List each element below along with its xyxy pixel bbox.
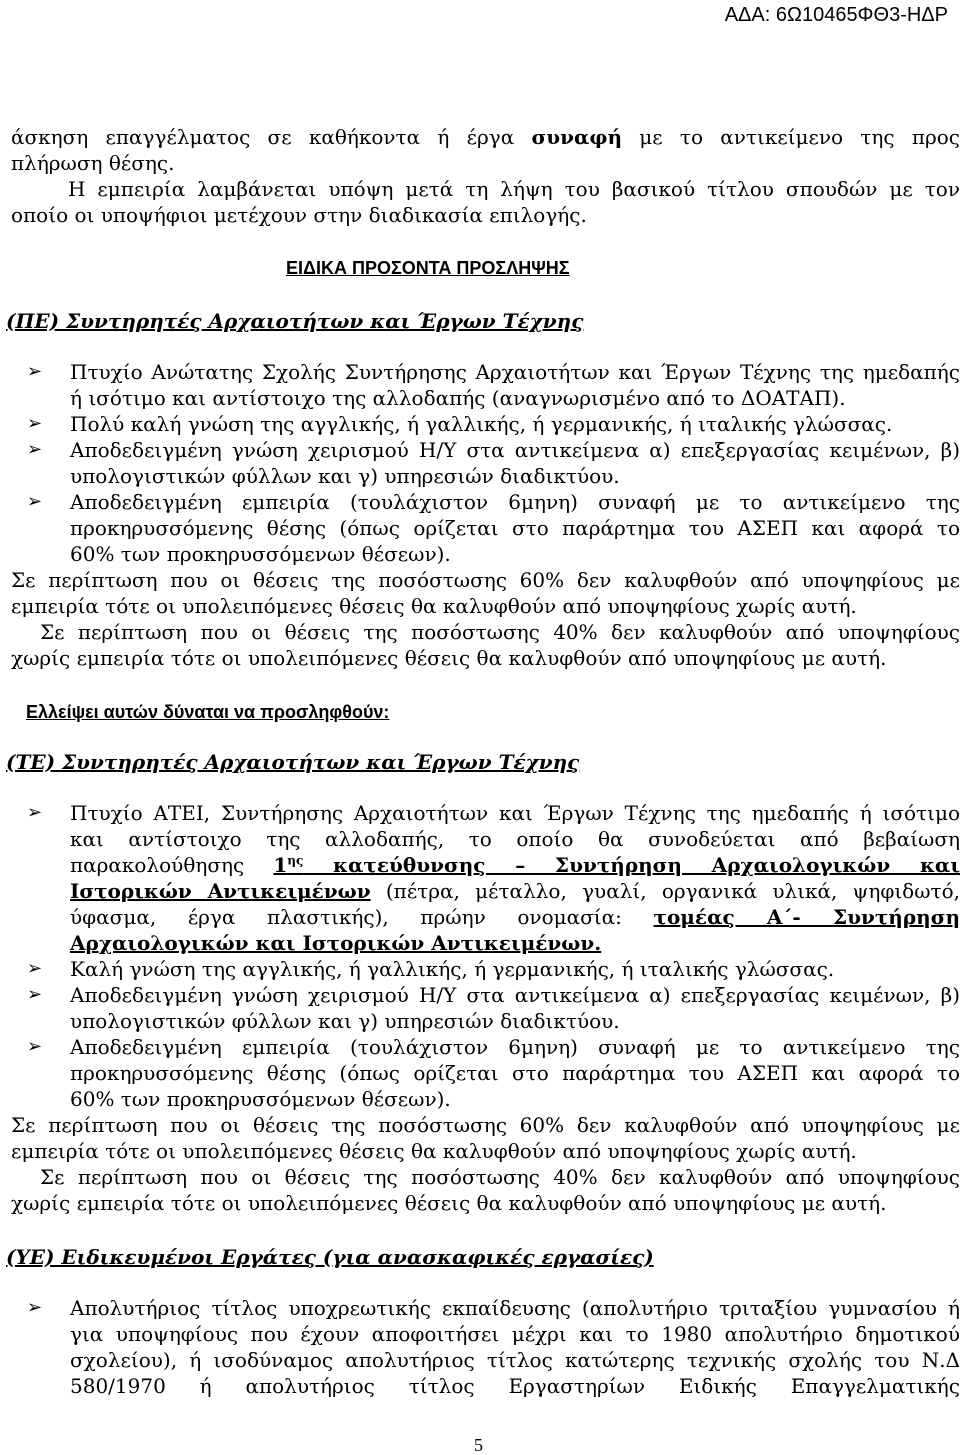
intro-line: Η εμπειρία λαμβάνεται υπόψη μετά τη λήψη του βασικού τίτλου σπουδών με τον	[68, 177, 960, 201]
bullet-arrow-icon: ➢	[27, 1297, 43, 1318]
list-item-line	[70, 930, 960, 956]
intro-line: οποίο οι υποψήφιοι μετέχουν στην διαδικασία επιλογής.	[11, 203, 587, 227]
bullet-arrow-icon: ➢	[27, 439, 43, 460]
list-text: παρακολούθησης	[70, 853, 245, 877]
list-item-line: Απολυτήριος τίτλος υποχρεωτικής εκπαίδευσης (απολυτήριο τριταξίου γυμνασίου ή	[70, 1296, 960, 1320]
list-item-line: 60% των προκηρυσσόμενων θέσεων).	[70, 1087, 451, 1111]
bullet-arrow-icon: ➢	[27, 802, 43, 823]
list-item-line: Πτυχίο ΑΤΕΙ, Συντήρησης Αρχαιοτήτων και Έργων Τέχνης της ημεδαπής ή ισότιμο	[70, 801, 960, 825]
bullet-arrow-icon: ➢	[27, 413, 43, 434]
list-item-line	[70, 878, 960, 904]
list-text: ύφασμα, έργα πλαστικής), πρώην ονομασία:	[70, 905, 622, 929]
main-heading: ΕΙΔΙΚΑ ΠΡΟΣΟΝΤΑ ΠΡΟΣΛΗΨΗΣ	[286, 258, 570, 278]
intro-text: με το αντικείμενο της προς	[639, 125, 960, 149]
bullet-arrow-icon: ➢	[27, 491, 43, 512]
paragraph-line: χωρίς εμπειρία τότε οι υπολειπόμενες θέσεις θα καλυφθούν από υποψηφίους με αυτή.	[11, 1191, 887, 1215]
fallback-heading: Ελλείψει αυτών δύναται να προσληφθούν:	[26, 702, 390, 722]
section-title-te: (ΤΕ) Συντηρητές Αρχαιοτήτων και Έργων Τέχνης	[6, 750, 580, 774]
direction-name: κατεύθυνσης – Συντήρηση Αρχαιολογικών και	[333, 853, 960, 877]
bullet-arrow-icon: ➢	[27, 958, 43, 979]
direction-number: 1	[273, 853, 288, 877]
intro-line: πλήρωση θέσης.	[11, 151, 175, 175]
list-item-line: προκηρυσσόμενης θέσης (όπως ορίζεται στο παράρτημα του ΑΣΕΠ και αφορά το	[70, 516, 960, 540]
paragraph-line: χωρίς εμπειρία τότε οι υπολειπόμενες θέσεις θα καλυφθούν από υποψηφίους με αυτή.	[11, 646, 887, 670]
list-item-line: Αποδεδειγμένη γνώση χειρισμού Η/Υ στα αντικείμενα α) επεξεργασίας κειμένων, β)	[70, 983, 960, 1007]
section-title-pe: (ΠΕ) Συντηρητές Αρχαιοτήτων και Έργων Τέχνης	[6, 309, 584, 333]
list-item-line: προκηρυσσόμενης θέσης (όπως ορίζεται στο παράρτημα του ΑΣΕΠ και αφορά το	[70, 1061, 960, 1085]
bullet-arrow-icon: ➢	[27, 361, 43, 382]
list-item-line	[70, 904, 960, 930]
intro-text: άσκηση επαγγέλματος σε καθήκοντα ή έργα	[11, 125, 515, 149]
paragraph-line: Σε περίπτωση που οι θέσεις της ποσόστωσης 60% δεν καλυφθούν από υποψηφίους με	[11, 1113, 960, 1137]
list-item-line: για υποψηφίους που έχουν αποφοιτήσει μέχρι και το 1980 απολυτήριο δημοτικού	[70, 1322, 960, 1346]
sector-name: τομέας Α΄- Συντήρηση	[653, 905, 960, 929]
list-item-line: Αποδεδειγμένη γνώση χειρισμού Η/Υ στα αντικείμενα α) επεξεργασίας κειμένων, β)	[70, 438, 960, 462]
section-title-ye: (ΥΕ) Ειδικευμένοι Εργάτες (για ανασκαφικές εργασίες)	[6, 1245, 654, 1269]
sector-name: Αρχαιολογικών και Ιστορικών Αντικειμένων.	[70, 931, 602, 955]
page-number: 5	[474, 1435, 483, 1455]
bullet-arrow-icon: ➢	[27, 984, 43, 1005]
direction-label	[273, 853, 960, 877]
list-item-line: υπολογιστικών φύλλων και γ) υπηρεσιών διαδικτύου.	[70, 464, 620, 488]
list-item-line: Καλή γνώση της αγγλικής, ή γαλλικής, ή γερμανικής, ή ιταλικής γλώσσας.	[70, 957, 835, 981]
intro-line	[11, 124, 960, 150]
bullet-arrow-icon: ➢	[27, 1036, 43, 1057]
list-item-line: υπολογιστικών φύλλων και γ) υπηρεσιών διαδικτύου.	[70, 1009, 620, 1033]
list-text: (πέτρα, μέταλλο, γυαλί, οργανικά υλικά, ψηφιδωτό,	[385, 879, 960, 903]
paragraph-line: Σε περίπτωση που οι θέσεις της ποσόστωσης 60% δεν καλυφθούν από υποψηφίους με	[11, 568, 960, 592]
paragraph-line: εμπειρία τότε οι υπολειπόμενες θέσεις θα καλυφθούν από υποψηφίους χωρίς αυτή.	[11, 1139, 857, 1163]
list-item-line	[70, 852, 960, 878]
list-item-line: Πτυχίο Ανώτατης Σχολής Συντήρησης Αρχαιοτήτων και Έργων Τέχνης της ημεδαπής	[70, 360, 960, 384]
list-item-line: 580/1970 ή απολυτήριος τίτλος Εργαστηρίων Ειδικής Επαγγελματικής	[70, 1374, 960, 1398]
list-item-line: και αντίστοιχο της αλλοδαπής, το οποίο θα συνοδεύεται από βεβαίωση	[70, 827, 960, 851]
ada-header: ΑΔΑ: 6Ω10465ΦΘ3-ΗΔΡ	[724, 4, 948, 26]
list-item-line: ή ισότιμο και αντίστοιχο της αλλοδαπής (αναγνωρισμένο από το ΔΟΑΤΑΠ).	[70, 386, 846, 410]
list-item-line: Αποδεδειγμένη εμπειρία (τουλάχιστον 6μηνη) συναφή με το αντικείμενο της	[70, 1035, 960, 1059]
paragraph-line: εμπειρία τότε οι υπολειπόμενες θέσεις θα καλυφθούν από υποψηφίους χωρίς αυτή.	[11, 594, 857, 618]
list-item-line: Πολύ καλή γνώση της αγγλικής, ή γαλλικής, ή γερμανικής, ή ιταλικής γλώσσας.	[70, 412, 893, 436]
direction-name: Ιστορικών Αντικειμένων	[70, 879, 371, 903]
list-item-line: 60% των προκηρυσσόμενων θέσεων).	[70, 542, 451, 566]
paragraph-line: Σε περίπτωση που οι θέσεις της ποσόστωσης 40% δεν καλυφθούν από υποψηφίους	[40, 620, 960, 644]
intro-bold-related: συναφή	[531, 125, 623, 149]
ordinal-suffix: ης	[287, 853, 304, 868]
paragraph-line: Σε περίπτωση που οι θέσεις της ποσόστωσης 40% δεν καλυφθούν από υποψηφίους	[40, 1165, 960, 1189]
list-item-line: Αποδεδειγμένη εμπειρία (τουλάχιστον 6μηνη) συναφή με το αντικείμενο της	[70, 490, 960, 514]
list-item-line: σχολείου), ή ισοδύναμος απολυτήριος τίτλος κατώτερης τεχνικής σχολής του Ν.Δ	[70, 1348, 960, 1372]
